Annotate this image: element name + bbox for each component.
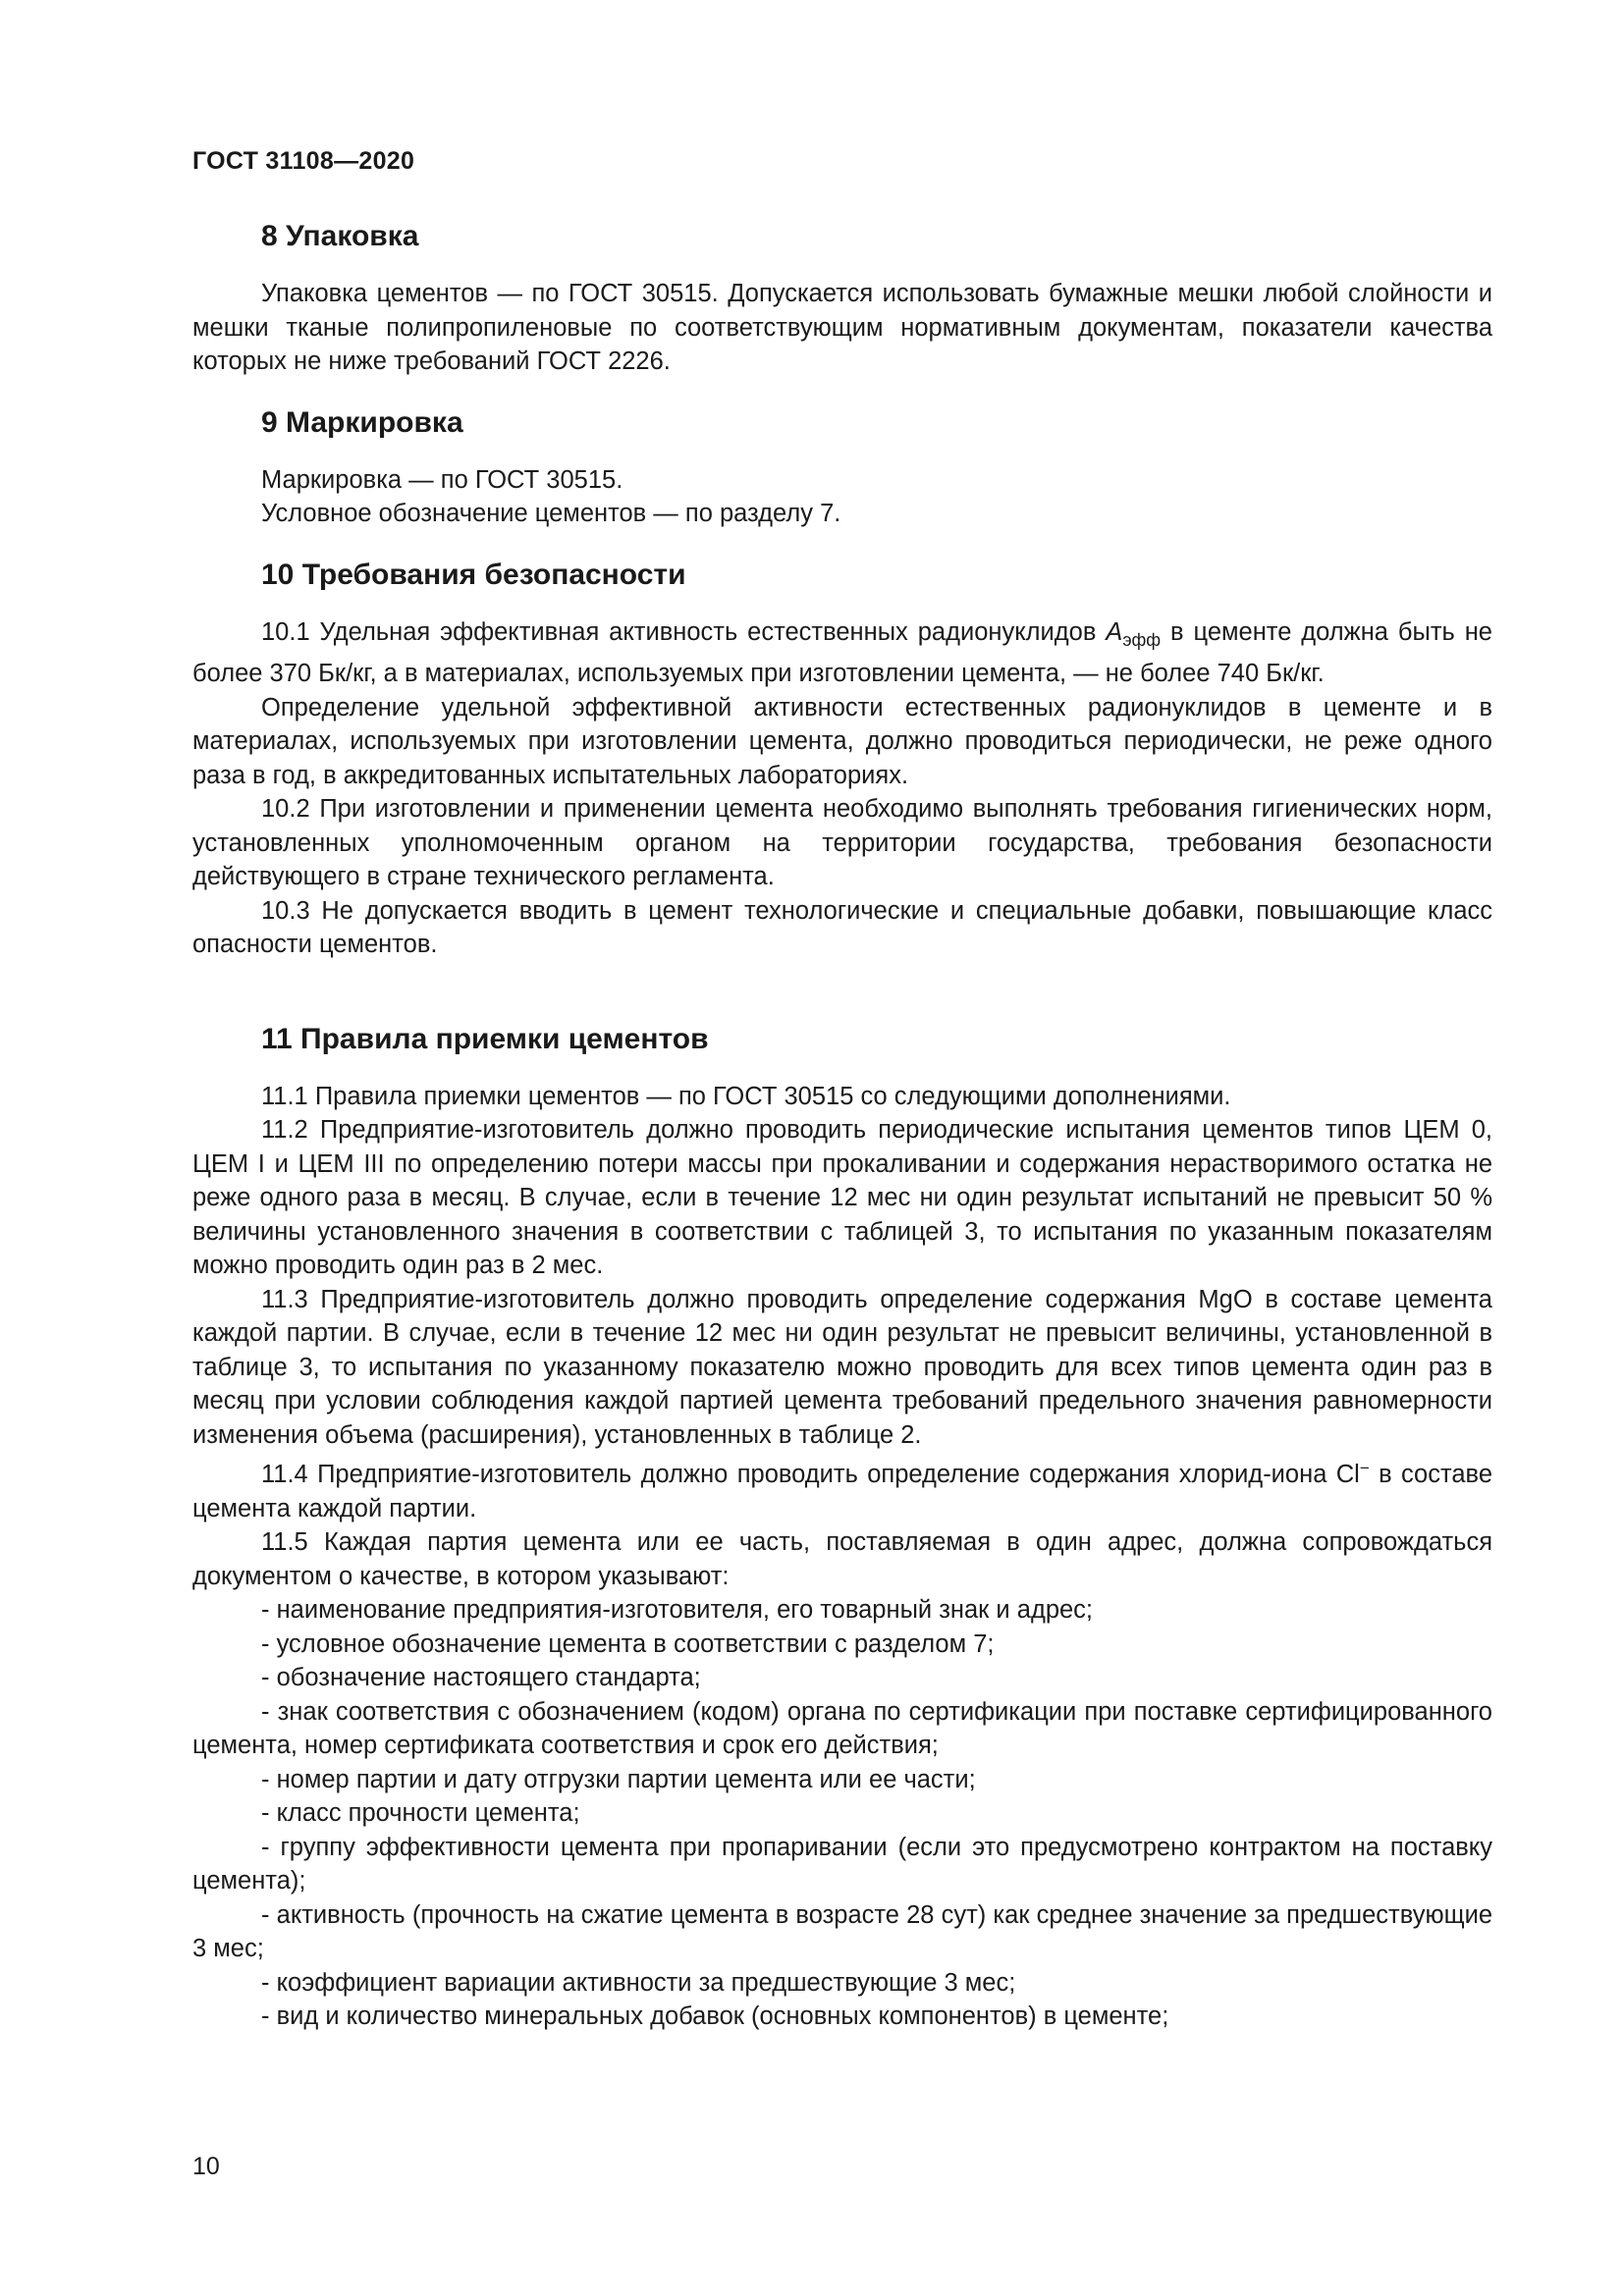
paragraph: Условное обозначение цементов — по разделу 7. [261, 500, 841, 527]
paragraph: Упаковка цементов — по ГОСТ 30515. Допускается использовать бумажные мешки любой слойности и мешки тканые полипропиленовые по соответствующим нормативным документам, показатели качества которых не ниже требований ГОСТ 2226. [192, 280, 1492, 375]
quality-document-list [192, 1593, 1492, 2034]
paragraph-11-3: 11.3 Предприятие-изготовитель должно проводить определение содержания MgO в составе цемента каждой партии. В случае, если в течение 12 мес ни один результат не превысит величины, установленной в таблице 3, то испытания по указанному показателю можно проводить для всех типов цемента один раз в месяц при условии соблюдения каждой партией цемента требований предельного значения равномерности изменения объема (расширения), установленных в таблице 2. [192, 1285, 1492, 1449]
paragraph-11-4 [192, 1452, 1492, 1525]
document-code-header: ГОСТ 31108—2020 [192, 147, 415, 175]
activity-symbol: A [1106, 617, 1123, 646]
paragraph-11-1: 11.1 Правила приемки цементов — по ГОСТ 30515 со следующими дополнениями. [261, 1082, 1231, 1110]
list-item: - группу эффективности цемента при пропаривании (если это предусмотрено контрактом на поставку цемента); [192, 1833, 1492, 1895]
text-run: 11.4 Предприятие-изготовитель должно проводить определение содержания хлорид-иона Cl [261, 1461, 1360, 1488]
section-title: 8 Упаковка [261, 220, 419, 252]
list-item: - обозначение настоящего стандарта; [261, 1664, 701, 1691]
list-item: - вид и количество минеральных добавок (основных компонентов) в цементе; [261, 2002, 1169, 2030]
page-number: 10 [192, 2153, 220, 2180]
section-9-marking [192, 404, 1492, 531]
list-item: - класс прочности цемента; [261, 1799, 580, 1827]
list-item: - коэффициент вариации активности за предшествующие 3 мес; [261, 1968, 1016, 1997]
paragraph-10-2: 10.2 При изготовлении и применении цемента необходимо выполнять требования гигиенических норм, установленных уполномоченным органом на территории государства, требования безопасности действующего в стране технического регламента. [192, 795, 1492, 890]
section-11-acceptance [192, 1021, 1492, 2034]
list-item: - номер партии и дату отгрузки партии цемента или ее части; [261, 1765, 976, 1793]
section-8-packaging [192, 218, 1492, 379]
text-run: в цементе должна быть не более 370 Бк/кг, а в материалах, используемых при изготовлении цемента, — не более 740 Бк/кг. [192, 617, 1492, 687]
paragraph-10-3: 10.3 Не допускается вводить в цемент технологические и специальные добавки, повышающие класс опасности цементов. [192, 896, 1492, 958]
text-run: 10.1 Удельная эффективная активность естественных радионуклидов [261, 617, 1107, 646]
paragraph-11-2: 11.2 Предприятие-изготовитель должно проводить периодические испытания цементов типов ЦЕМ 0, ЦЕМ I и ЦЕМ III по определению потери массы при прокаливании и содержания нерастворимого остатка не реже одного раза в месяц. В случае, если в течение 12 мес ни один результат испытаний не превысит 50 % величины установленного значения в соответствии с таблицей 3, то испытания по указанным показателям можно проводить один раз в 2 мес. [192, 1116, 1492, 1279]
list-item: - знак соответствия с обозначением (кодом) органа по сертификации при поставке сертифицированного цемента, номер сертификата соответствия и срок его действия; [192, 1697, 1492, 1759]
chloride-superscript: − [1359, 1459, 1370, 1477]
paragraph: Маркировка — по ГОСТ 30515. [261, 465, 623, 494]
text-run: в составе цемента каждой партии. [192, 1461, 1492, 1522]
paragraph: Определение удельной эффективной активности естественных радионуклидов в цементе и в материалах, используемых при изготовлении цемента, должно проводиться периодически, не реже одного раза в год, в аккредитованных испытательных лабораториях. [192, 693, 1492, 789]
paragraph-10-1 [192, 615, 1492, 691]
list-item: - активность (прочность на сжатие цемента в возрасте 28 сут) как среднее значение за предшествующие 3 мес; [192, 1900, 1492, 1962]
list-item: - условное обозначение цемента в соответствии с разделом 7; [261, 1629, 995, 1658]
list-item: - наименование предприятия-изготовителя, его товарный знак и адрес; [261, 1596, 1094, 1624]
section-title: 10 Требования безопасности [261, 558, 686, 591]
section-10-safety [192, 557, 1492, 962]
section-title: 11 Правила приемки цементов [261, 1022, 709, 1055]
page-content [192, 218, 1492, 2059]
activity-subscript: эфф [1122, 629, 1162, 650]
paragraph-11-5: 11.5 Каждая партия цемента или ее часть, поставляемая в один адрес, должна сопровождаться документом о качестве, в котором указывают: [192, 1528, 1492, 1590]
section-title: 9 Маркировка [261, 405, 463, 439]
